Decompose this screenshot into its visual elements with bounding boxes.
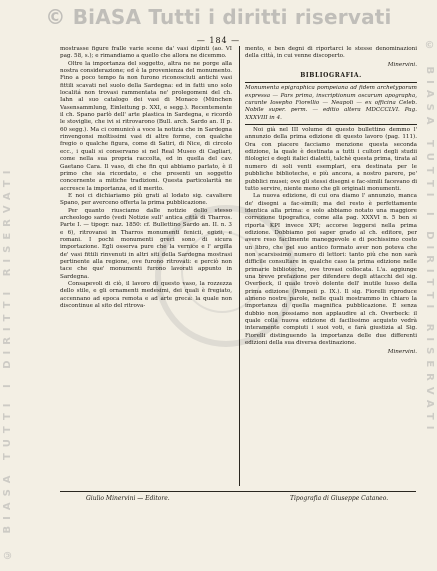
footer-rule bbox=[60, 491, 416, 492]
page-number: — 184 — bbox=[196, 36, 241, 45]
column-divider bbox=[239, 46, 240, 486]
left-paragraph-2: Oltre la importanza del soggetto, altra ne ne porge alla nostra considerazione; ed è la provenienza del monumento. Fino a poco tempo fa non furono riconosciuti antichi vasi fittili scavati nel suolo della Sardegna: ed in fatti uno solo localitá non trovasi rammentata ne' prolegomeni del ch. Iahn al suo catalogo dei vasi di Monaco (München Vasensammlung, Einleitung p. XXI, e segg.). Recentemente il ch. Spano parlò dell' arte plastica in Sardegna, e ricordò le stoviglie, che ivi si ritrovarono (Bull. arch. Sardo an. II p. 60 segg.). Ma ci comunicò a voce la notizia che in Sardegna rinvengonsi moltissimi vasi di altre forme, con qualche fregio o qualche figura, come di Satiri, di Nice, di circolo ecc., i quali si conservano si nel Real Museo di Cagliari, come nella sua propria raccolta, ed in quella del cav. Gaetano Cara. Il vaso, di che fin qui abbiamo parlato, è il primo che sia ricordato, e che presenti un soggetto concernente a mitiche tradizioni. Questa particolarità ne accresce la importanza, ed il merito. bbox=[60, 60, 232, 192]
right-paragraph-1: Noi già nel III volume di questo bullettino demmo l' annunzio della prima edizione di questo lavoro (pag. 111). Ora con piacere facciamo menzione questa seconda edizione, la quale è destinata a tutti i cultori degli studii filologici e degli italici dialetti, talchè questa prima, tirata al numero di soli venti esemplari, era destinata per le pubbliche biblioteche, e più ancora, a nostro parere, pe' pubblici musei; ove gli stessi disegni e fac-simili facevano di tutto servire, niente meno che gli originali monumenti. bbox=[245, 127, 417, 192]
right-column bbox=[245, 46, 417, 510]
left-column bbox=[60, 46, 232, 484]
right-intro: mento, e ben degni di riportarci le stesse denominazioni della città, in cui venne discoperto. bbox=[245, 46, 417, 60]
watermark-left: © BIASA TUTTI I DIRITTI RISERVATI bbox=[2, 164, 13, 560]
signature-top: Minervini. bbox=[387, 61, 417, 68]
section-title: BIBLIOGRAFIA. bbox=[300, 72, 362, 80]
watermark-banner: © BiASA Tutti i diritti riservati bbox=[45, 5, 392, 29]
watermark-right: © BIASA TUTTI I DIRITTI RISERVATI bbox=[424, 40, 435, 436]
left-paragraph-3: E noi ci dichiariamo più grati al lodato sig. cavaliere Spano, per averceno offerta la prima pubblicazione. bbox=[60, 192, 232, 207]
entry-rule bbox=[245, 124, 417, 125]
bibliography-entry-head: Monumenta epigraphica pompeiana ad fidem archetyporum expressa — Pars prima, inscriptionum oscarum apographa, curante Iosepho Fiorellio — Neapoli — ex officina Celeb. Nobile super. perm. — editio altera MDCCCLVI. Pag. XXXVIII in 4. bbox=[245, 85, 417, 121]
right-paragraph-2: La nuova edizione, di cui ora diamo l' annunzio, manca de' disegni a fac-simili; ma del resto è perfettamente identica alla prima: e solo abbiamo notato una maggiore correzione tipografica, come alla pag. XXXVI n. 5 ben si riporta ΚΡΙ invece ΧΡΙ; accorse leggersi nella prima edizione. Dobbiamo poi saper grado al ch. editore, per avere reso facilmente maneggevole e di pochissimo costo un libro, che pel suo antico formato aver non poteva che non scarsissimo numero di lettori: tanto più che non sarà difficile consultare in qualche caso la prima edizione nelle primarie biblioteche, ove trovasi collocata. L'a. aggiunge una breve prefazione per difendere degli attacchi del sig. Overbeck, il quale trovò dolente dell' inutile lusso della prima edizione (Pompeii p. IX.). Il sig. Fiorelli riproduce almeno nostre parole, nelle quali mostrammo in chiaro la importanza di quella magnifica pubblicazione. E senza dubbio non possiamo non applaudire al ch. Overbeck: il quale colla nuova edizione di facilissimo acquisto vedrà interamente compiuti i suoi voti, e farà giustizia al Sig. Fiorelli distinguendo la importanza delle due differenti edizioni della sua diversa destinazione. bbox=[245, 193, 417, 347]
left-paragraph-1: mostrasse figure fralle varie scene da' vasi dipinti (ao. VI pag. 58, s.); e rimandiamo a quello che allora ne dicemmo. bbox=[60, 46, 232, 60]
footer-editor: Giulio Minervini — Editore. bbox=[86, 495, 170, 502]
left-paragraph-5: Consapevoli di ciò, il lavoro di questo vaso, la rozzezza dello stile, e gli ornamenti medesimi, dei quali è fregiato, accennano ad epoca remota e ad arte greca: la quale non discontinue al sito del ritrova- bbox=[60, 281, 232, 310]
left-paragraph-4: Per quanto riusciamo dalle notizie dello stesso archeologo sardo (vedi Notizie sull' antica città di Tharros. Parte I. — tipogr. naz. 1850: cf. Bullettino Sardo an. II. n. 3 e 6), ritrovansi in Tharros monumenti fenicii, egizii, e romani. I pochi monumenti greci sono di sicura importazione. Egli osserva pure che la vernice e l' argilla de' vasi fittili rinvenuti in altri siti della Sardegna mostrasi pertinente alla regione, ove furono ritrovati: e perciò non tace che que' monumenti furono lavorati appunto in Sardegna. bbox=[60, 207, 232, 280]
section-rule bbox=[245, 82, 417, 83]
signature-bottom: Minervini. bbox=[387, 349, 417, 356]
footer-printer: Tipografia di Giuseppe Cataneo. bbox=[290, 495, 389, 502]
